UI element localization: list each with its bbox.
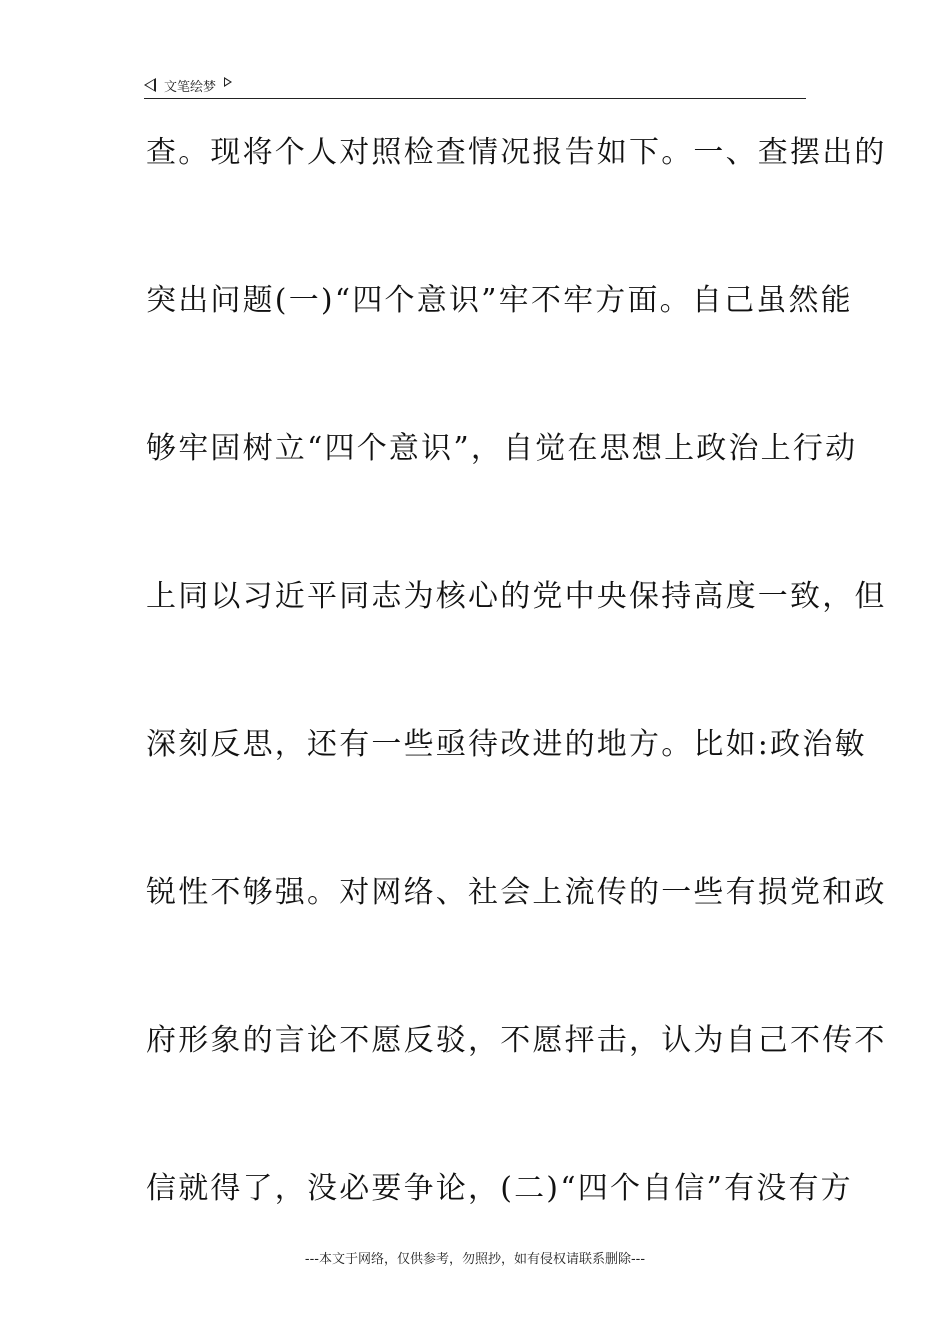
footer-notice: ---本文于网络，仅供参考，勿照抄，如有侵权请联系删除--- — [304, 1252, 646, 1267]
body-line-8: 信就得了，没必要争论，(二)“四个自信”有没有方 — [146, 1171, 853, 1206]
body-line-3: 够牢固树立“四个意识”，自觉在思想上政治上行动 — [146, 431, 858, 466]
page-header — [144, 72, 806, 99]
body-line-4: 上同以习近平同志为核心的党中央保持高度一致，但 — [146, 579, 887, 614]
document-body — [146, 128, 887, 1312]
body-line-6: 锐性不够强。对网络、社会上流传的一些有损党和政 — [146, 875, 887, 910]
body-line-2: 突出问题(一)“四个意识”牢不牢方面。自己虽然能 — [146, 283, 853, 318]
triangle-left-icon — [144, 78, 156, 92]
header-title: 文笔绘梦 — [164, 79, 217, 95]
body-line-1: 查。现将个人对照检查情况报告如下。一、查摆出的 — [146, 135, 887, 170]
triangle-right-icon — [224, 77, 232, 87]
body-line-5: 深刻反思，还有一些亟待改进的地方。比如:政治敏 — [146, 727, 867, 762]
body-line-7: 府形象的言论不愿反驳，不愿抨击，认为自己不传不 — [146, 1023, 887, 1058]
